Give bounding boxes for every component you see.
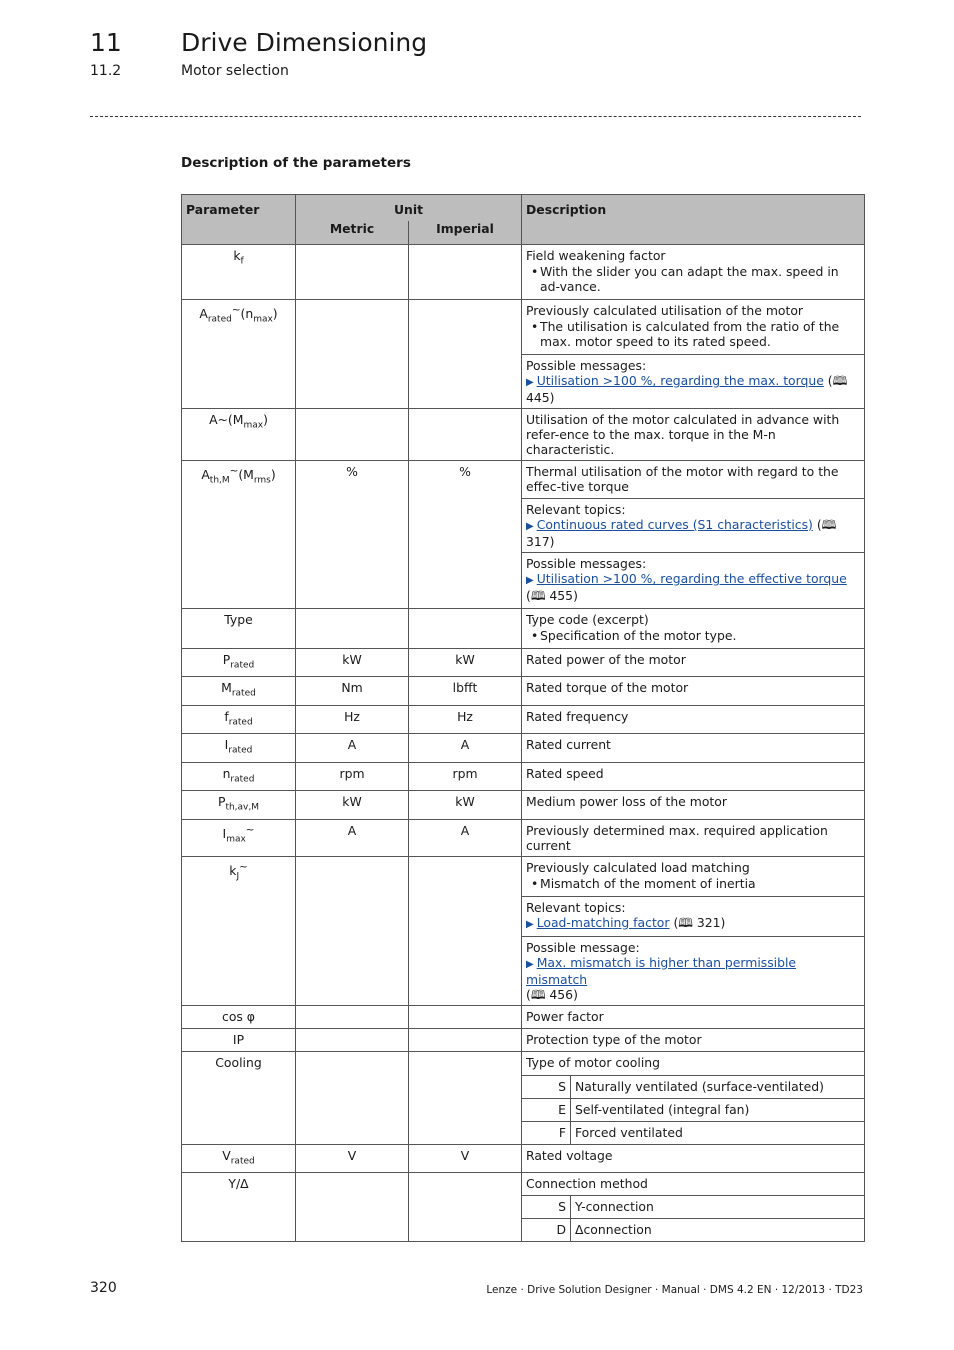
imperial-cell: % [409,461,522,609]
param-mrated: $M_{rated}$ [182,677,296,705]
description-text: Previously calculated utilisation of the motor [526,303,804,318]
metric-cell: % [296,461,409,609]
header-parameter: Parameter [182,195,296,245]
metric-cell [296,245,409,300]
description-cell: Medium power loss of the motor [522,791,865,819]
description-cell: Rated frequency [522,705,865,733]
footer-doc-info: Lenze · Drive Solution Designer · Manual · DMS 4.2 EN · 12/2013 · TD23 [486,1284,863,1296]
table-row [182,762,865,790]
parameters-table [181,194,865,1242]
metric-cell [296,409,409,461]
messages-label: Possible messages: [526,556,647,571]
table-row [182,1173,865,1196]
message-link[interactable]: Utilisation >100 %, regarding the effective torque [536,571,847,586]
imperial-cell: lbfft [409,677,522,705]
metric-cell: Hz [296,705,409,733]
book-icon: 🕮 [678,914,693,930]
messages-cell: Possible messages: ▶ Utilisation >100 %, regarding the max. torque (🕮 445) [522,355,865,409]
arrow-right-icon: ▶ [526,377,534,388]
arrow-right-icon: ▶ [526,958,534,970]
bullet-item: • Specification of the motor type. [540,628,860,643]
description-cell: Rated torque of the motor [522,677,865,705]
imperial-cell: kW [409,791,522,819]
option-text: Δconnection [571,1219,865,1242]
param-nrated: $n_{rated}$ [182,762,296,790]
section-number: 11.2 [90,63,122,79]
param-kf: $k_f$ [182,245,296,300]
description-cell: Protection type of the motor [522,1028,865,1051]
option-code: F [522,1121,571,1144]
page-ref: 317 [526,534,550,549]
table-row [182,1144,865,1172]
param-irated: $I_{rated}$ [182,734,296,762]
table-row [182,461,865,499]
chapter-number: 11 [90,28,122,57]
page-number: 320 [90,1280,117,1296]
message-link[interactable]: Max. mismatch is higher than permissible mismatch [526,954,797,987]
table-row [182,856,865,896]
description-cell: Thermal utilisation of the motor with regard to the effec-tive torque [522,461,865,499]
param-vrated: $V_{rated}$ [182,1144,296,1172]
imperial-cell [409,409,522,461]
messages-label: Possible messages: [526,358,647,373]
imperial-cell: kW [409,649,522,677]
table-row [182,1028,865,1051]
imperial-cell [409,300,522,409]
metric-cell [296,1051,409,1144]
option-code: E [522,1098,571,1121]
topics-label: Relevant topics: [526,899,626,915]
param-ip: IP [182,1028,296,1051]
imperial-cell [409,1028,522,1051]
table-row [182,705,865,733]
header-imperial: Imperial [409,221,522,245]
imperial-cell: A [409,734,522,762]
metric-cell: kW [296,791,409,819]
param-prated: $P_{rated}$ [182,649,296,677]
param-ath: $A_{th,M}^\sim(M_{rms})$ [182,461,296,609]
table-row [182,734,865,762]
param-amax: $A\sim(M_{max})$ [182,409,296,461]
description-cell: Rated current [522,734,865,762]
table-row [182,791,865,819]
description-cell: Rated voltage [522,1144,865,1172]
header-metric: Metric [296,221,409,245]
imperial-cell [409,245,522,300]
description-cell [522,300,865,355]
book-icon: 🕮 [832,373,848,388]
message-link[interactable]: Utilisation >100 %, regarding the max. torque [536,373,824,388]
description-cell: Connection method [522,1173,865,1196]
chapter-title: Drive Dimensioning [181,28,428,57]
description-cell: Power factor [522,1005,865,1028]
arrow-right-icon: ▶ [526,918,534,930]
topics-cell: Relevant topics: ▶ Load-matching factor (🕮 321) [522,896,865,936]
param-kj: $k_J^\sim$ [182,856,296,1005]
bullet-item: • Mismatch of the moment of inertia [540,876,860,891]
topic-link[interactable]: Continuous rated curves (S1 characteristics) [536,517,813,532]
option-text: Forced ventilated [571,1121,865,1144]
table-row [182,409,865,461]
metric-cell: rpm [296,762,409,790]
option-text: Naturally ventilated (surface-ventilated) [571,1075,865,1098]
option-text: Self-ventilated (integral fan) [571,1098,865,1121]
param-connection: Y/Δ [182,1173,296,1242]
description-cell: Rated speed [522,762,865,790]
metric-cell [296,609,409,649]
arrow-right-icon: ▶ [526,521,534,532]
description-cell: Utilisation of the motor calculated in advance with refer-ence to the max. torque in the M-n characteristic. [522,409,865,461]
description-cell: Previously determined max. required application current [522,819,865,856]
param-frated: $f_{rated}$ [182,705,296,733]
description-cell [522,856,865,896]
book-icon: 🕮 [530,588,546,603]
metric-cell: A [296,819,409,856]
section-title: Motor selection [181,63,289,79]
imperial-cell [409,609,522,649]
imperial-cell [409,1051,522,1144]
bullet-item: • The utilisation is calculated from the ratio of the max. motor speed to its rated speed. [540,319,860,349]
header-description: Description [522,195,865,245]
description-text: Type code (excerpt) [526,612,649,627]
description-cell: Rated power of the motor [522,649,865,677]
table-row [182,1051,865,1075]
metric-cell [296,1005,409,1028]
param-imax: $I_{max}^\sim$ [182,819,296,856]
topics-label: Relevant topics: [526,502,626,517]
imperial-cell [409,1173,522,1242]
metric-cell [296,1173,409,1242]
imperial-cell: A [409,819,522,856]
imperial-cell: rpm [409,762,522,790]
section-heading: Description of the parameters [181,155,411,171]
option-code: D [522,1219,571,1242]
option-text: Y-connection [571,1196,865,1219]
description-cell [522,245,865,300]
topics-cell: Relevant topics: ▶ Continuous rated curves (S1 characteristics) (🕮 317) [522,499,865,553]
page-ref: 456 [549,986,574,1002]
description-text: Field weakening factor [526,248,666,263]
imperial-cell: V [409,1144,522,1172]
metric-cell: kW [296,649,409,677]
option-code: S [522,1196,571,1219]
bullet-item: • With the slider you can adapt the max. speed in ad-vance. [540,264,860,294]
page-ref: 321 [696,914,721,930]
metric-cell: A [296,734,409,762]
table-row [182,1005,865,1028]
messages-cell: Possible message: ▶ Max. mismatch is higher than permissible mismatch (🕮 456) [522,936,865,1005]
book-icon: 🕮 [530,986,546,1002]
param-cos-phi: cos φ [182,1005,296,1028]
table-row [182,819,865,856]
metric-cell [296,856,409,1005]
header-divider [90,116,861,117]
table-row [182,300,865,355]
param-type: Type [182,609,296,649]
metric-cell [296,1028,409,1051]
param-arated: $A_{rated}^\sim(n_{max})$ [182,300,296,409]
page-ref: 455 [549,588,574,603]
topic-link[interactable]: Load-matching factor [536,914,670,930]
arrow-right-icon: ▶ [526,575,534,586]
imperial-cell [409,1005,522,1028]
messages-label: Possible message: [526,939,640,955]
description-cell: Type of motor cooling [522,1051,865,1075]
param-pth: $P_{th,av,M}$ [182,791,296,819]
description-cell [522,609,865,649]
table-row [182,609,865,649]
description-text: Previously calculated load matching [526,859,750,875]
messages-cell: Possible messages: ▶ Utilisation >100 %, regarding the effective torque (🕮 455) [522,553,865,609]
header-unit: Unit [296,195,522,221]
table-row [182,649,865,677]
metric-cell: Nm [296,677,409,705]
imperial-cell [409,856,522,1005]
option-code: S [522,1075,571,1098]
param-cooling: Cooling [182,1051,296,1144]
metric-cell [296,300,409,409]
book-icon: 🕮 [821,517,837,532]
table-row [182,677,865,705]
imperial-cell: Hz [409,705,522,733]
table-row [182,245,865,300]
metric-cell: V [296,1144,409,1172]
page-ref: 445 [526,390,550,405]
